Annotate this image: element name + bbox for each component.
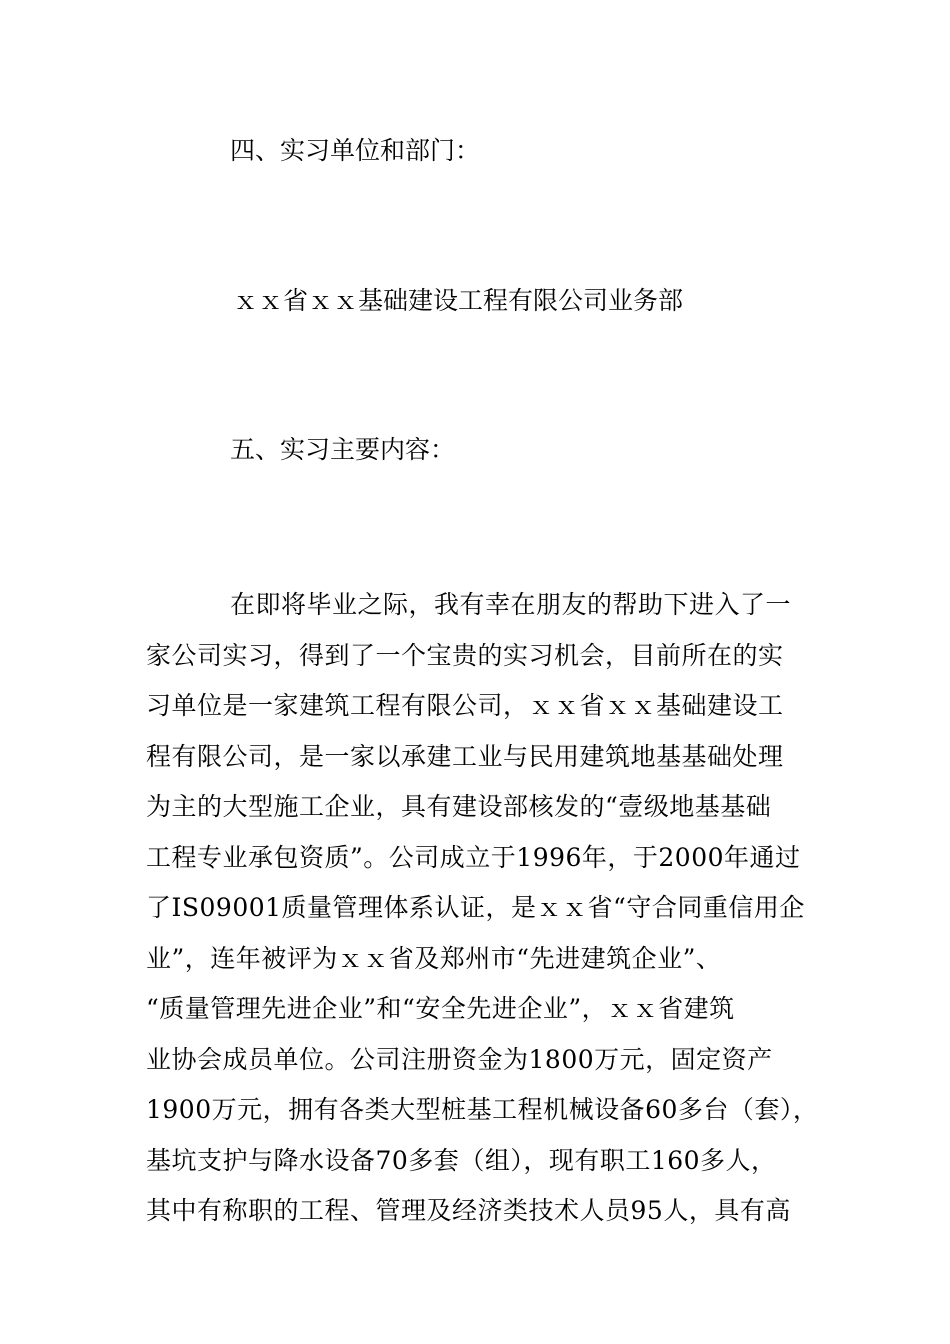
paragraph-line: 习单位是一家建筑工程有限公司，ｘｘ省ｘｘ基础建设工 xyxy=(146,691,784,720)
paragraph-line: 业协会成员单位。公司注册资金为1800万元，固定资产 xyxy=(146,1044,773,1074)
section4-heading: 四、实习单位和部门： xyxy=(230,136,481,165)
paragraph-line: 1900万元，拥有各类大型桩基工程机械设备60多台（套）， xyxy=(146,1095,819,1124)
paragraph-line: 基坑支护与降水设备70多套（组），现有职工160多人， xyxy=(146,1145,777,1175)
paragraph-line: 工程专业承包资质”。公司成立于1996年，于2000年通过 xyxy=(146,842,801,872)
paragraph-line: 了IS09001质量管理体系认证，是ｘｘ省“守合同重信用企 xyxy=(146,893,805,922)
body-paragraph xyxy=(146,580,826,1237)
paragraph-line: 其中有称职的工程、管理及经济类技术人员95人，具有高 xyxy=(146,1196,791,1225)
section5-heading: 五、实习主要内容： xyxy=(230,435,456,464)
paragraph-line: “质量管理先进企业”和“安全先进企业”，ｘｘ省建筑 xyxy=(146,994,735,1023)
paragraph-line: 程有限公司，是一家以承建工业与民用建筑地基基础处理 xyxy=(146,741,784,771)
internship-unit: ｘｘ省ｘｘ基础建设工程有限公司业务部 xyxy=(233,286,684,315)
paragraph-line: 在即将毕业之际，我有幸在朋友的帮助下进入了一 xyxy=(230,590,792,619)
paragraph-line: 业”，连年被评为ｘｘ省及郑州市“先进建筑企业”、 xyxy=(146,943,722,973)
paragraph-line: 家公司实习，得到了一个宝贵的实习机会，目前所在的实 xyxy=(146,640,784,670)
paragraph-line: 为主的大型施工企业，具有建设部核发的“壹级地基基础 xyxy=(146,792,772,821)
